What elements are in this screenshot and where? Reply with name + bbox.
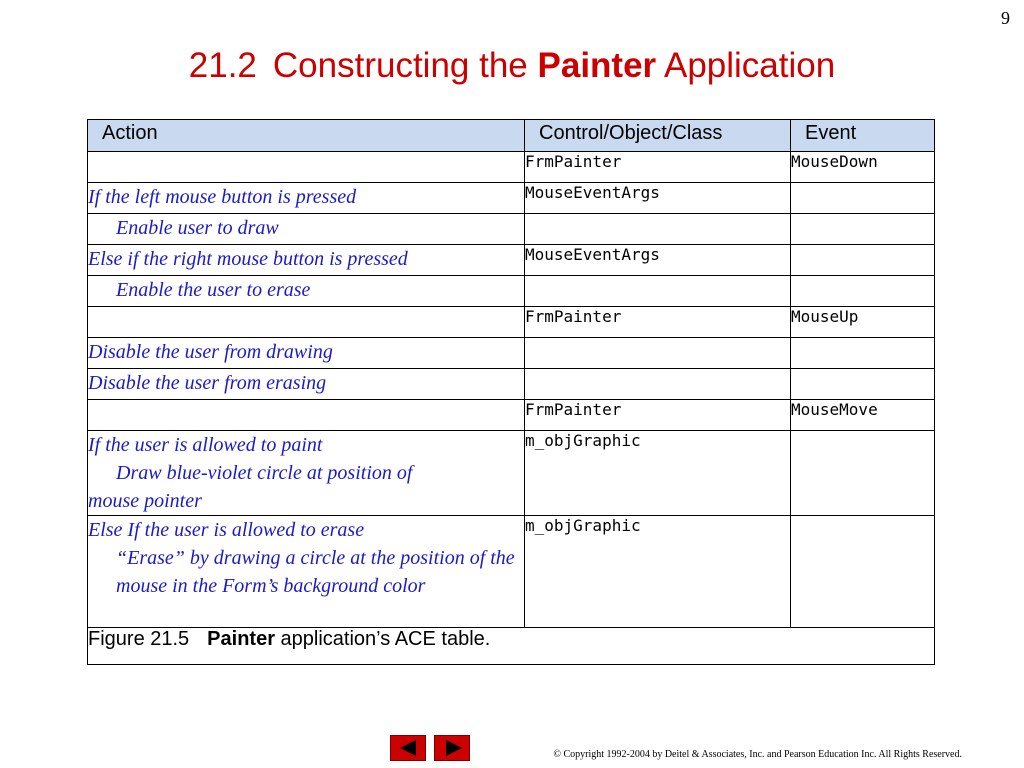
control-cell <box>525 276 791 307</box>
event-cell <box>791 183 935 214</box>
action-cell: If the left mouse button is pressed <box>88 183 525 214</box>
control-cell: m_objGraphic <box>525 431 791 516</box>
table-row <box>88 183 935 214</box>
next-slide-button[interactable] <box>434 735 470 761</box>
control-cell <box>525 338 791 369</box>
control-cell: FrmPainter <box>525 307 791 338</box>
control-cell: MouseEventArgs <box>525 245 791 276</box>
event-cell <box>791 338 935 369</box>
caption-row <box>88 628 935 665</box>
slide-title <box>0 46 1024 86</box>
table-row <box>88 516 935 628</box>
section-number: 21.2 <box>188 46 257 85</box>
title-app-name: Painter <box>537 46 657 85</box>
page-number: 9 <box>1001 8 1010 28</box>
copyright-notice: © Copyright 1992-2004 by Deitel & Associates, Inc. and Pearson Education Inc. All Rights Reserved. <box>553 749 962 760</box>
table-row <box>88 431 935 516</box>
event-cell: MouseUp <box>791 307 935 338</box>
table-row <box>88 307 935 338</box>
control-cell: FrmPainter <box>525 400 791 431</box>
right-arrow-icon <box>446 740 462 756</box>
action-cell: Else If the user is allowed to erase “Erase” by drawing a circle at the position of the mouse in the Form’s background color <box>88 516 525 628</box>
table-row <box>88 400 935 431</box>
header-control: Control/Object/Class <box>525 120 791 152</box>
action-cell: If the user is allowed to paint Draw blue-violet circle at position of mouse pointer <box>88 431 525 516</box>
left-arrow-icon <box>400 740 416 756</box>
table-row <box>88 245 935 276</box>
event-cell <box>791 369 935 400</box>
action-cell: Else if the right mouse button is pressed <box>88 245 525 276</box>
event-cell <box>791 245 935 276</box>
control-cell: FrmPainter <box>525 152 791 183</box>
event-cell: MouseMove <box>791 400 935 431</box>
table-header-row <box>88 120 935 152</box>
previous-slide-button[interactable] <box>390 735 426 761</box>
action-cell: Disable the user from erasing <box>88 369 525 400</box>
event-cell <box>791 431 935 516</box>
action-cell: Enable the user to erase <box>88 276 525 307</box>
event-cell: MouseDown <box>791 152 935 183</box>
table-row <box>88 214 935 245</box>
table-row <box>88 152 935 183</box>
title-pre: Constructing the <box>272 46 528 85</box>
action-cell: Disable the user from drawing <box>88 338 525 369</box>
table-row <box>88 338 935 369</box>
control-cell: MouseEventArgs <box>525 183 791 214</box>
header-event: Event <box>791 120 935 152</box>
control-cell <box>525 214 791 245</box>
control-cell: m_objGraphic <box>525 516 791 628</box>
table-row <box>88 276 935 307</box>
event-cell <box>791 516 935 628</box>
ace-table <box>87 119 935 665</box>
figure-caption: Figure 21.5 Painter application’s ACE table. <box>88 628 935 665</box>
action-cell <box>88 152 525 183</box>
title-post: Application <box>663 46 836 85</box>
control-cell <box>525 369 791 400</box>
table-row <box>88 369 935 400</box>
event-cell <box>791 214 935 245</box>
action-cell <box>88 307 525 338</box>
action-cell <box>88 400 525 431</box>
header-action: Action <box>88 120 525 152</box>
action-cell: Enable user to draw <box>88 214 525 245</box>
event-cell <box>791 276 935 307</box>
